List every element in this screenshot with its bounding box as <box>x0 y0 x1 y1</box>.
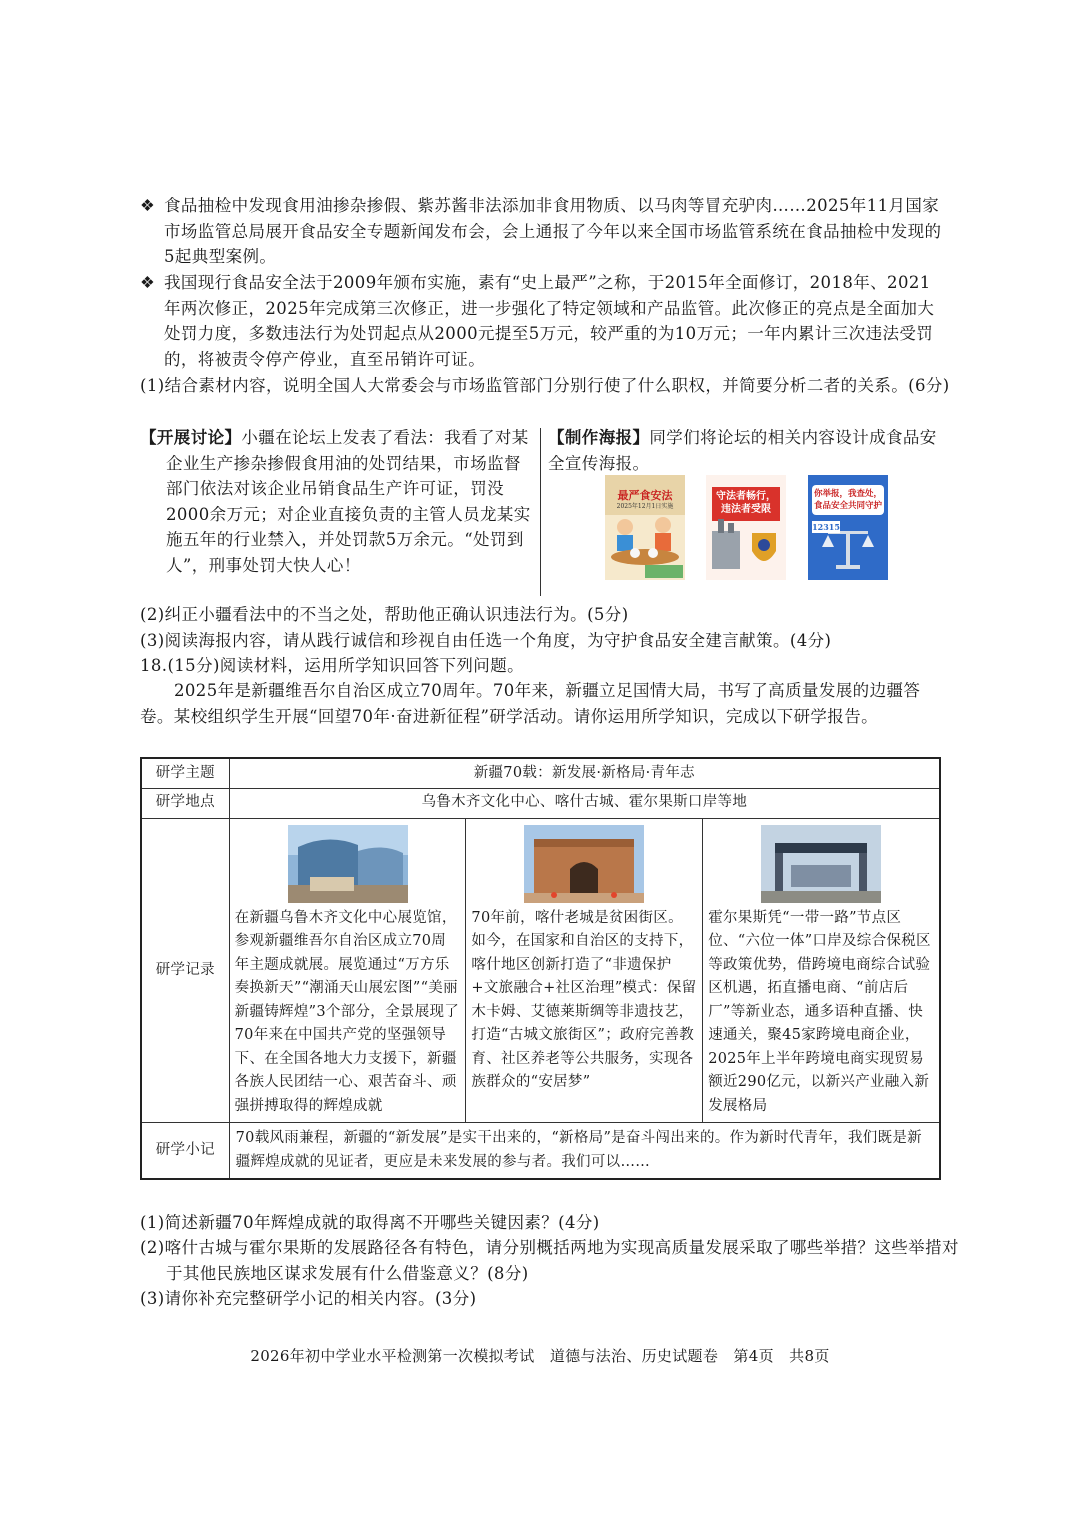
table-row <box>141 818 940 1123</box>
theme-label: 研学主题 <box>141 758 229 788</box>
record-urumqi-text: 在新疆乌鲁木齐文化中心展览馆，参观新疆维吾尔自治区成立70周年主题成就展。展览通过“万方乐奏换新天”“潮涌天山展宏图”“美丽新疆铸辉煌”3个部分，全景展现了70年来在中国共产党的坚强领导下、在全国各地大力支援下，新疆各族人民团结一心、艰苦奋斗、顽强拼搏取得的辉煌成就 <box>234 909 460 1114</box>
discussion-body: 小疆在论坛上发表了看法：我看了对某企业生产掺杂掺假食用油的处罚结果，市场监督部门依法对该企业吊销食品生产许可证，罚没2000余万元；对企业直接负责的主管人员龙某实施五年的行业禁入，并处罚款5万余元。“处罚到人”，刑事处罚大快人心！ <box>166 428 531 575</box>
material-bullet-1 <box>140 193 945 270</box>
research-report-table <box>140 757 941 1180</box>
record-kashgar-text: 70年前，喀什老城是贫困街区。如今，在国家和自治区的支持下，喀什地区创新打造了“非遗保护+文旅融合+社区治理”模式：保留木卡姆、艾德莱斯绸等非遗技艺，打造“古城文旅街区”；政府完善教育、社区养老等公共服务，实现各族群众的“安居梦” <box>471 909 697 1090</box>
discussion-label: 【开展讨论】 <box>140 428 242 447</box>
material-text-2: 我国现行食品安全法于2009年颁布实施，素有“史上最严”之称，于2015年全面修订，2018年、2021年两次修正，2025年完成第三次修正，进一步强化了特定领域和产品监管。此次修正的亮点是全面加大处罚力度，多数违法行为处罚起点从2000元提至5万元，较严重的为10万元；一年内累计三次违法受罚的，将被责令停产停业，直至吊销许可证。 <box>164 273 935 369</box>
table-row <box>141 1123 940 1180</box>
q18-part3: (3)请你补充完整研学小记的相关内容。(3分) <box>140 1289 477 1308</box>
material-text-1: 食品抽检中发现食用油掺杂掺假、紫苏酱非法添加非食用物质、以马肉等冒充驴肉……2025年11月国家市场监管总局展开食品安全专题新闻发布会，会上通报了今年以来全国市场监管系统在食品抽检中发现的5起典型案例。 <box>164 196 942 266</box>
q18-part2: (2)喀什古城与霍尔果斯的发展路径各有特色，请分别概括两地为实现高质量发展采取了哪些举措？这些举措对于其他民族地区谋求发展有什么借鉴意义？(8分) <box>140 1238 959 1283</box>
posters-group <box>605 475 890 580</box>
record-khorgos-text: 霍尔果斯凭“一带一路”节点区位、“六位一体”口岸及综合保税区等政策优势，借跨境电商综合试验区机遇，拓直播电商、“前店后厂”等新业态，通多语种直播、快速通关，聚45家跨境电商企业，2025年上半年跨境电商实现贸易额近290亿元，以新兴产业融入新发展格局 <box>708 909 931 1114</box>
poster-law-abiding <box>706 475 786 580</box>
poster-text: 同学们将论坛的相关内容设计成食品安全宣传海报。 <box>548 428 937 473</box>
place-value: 乌鲁木齐文化中心、喀什古城、霍尔果斯口岸等地 <box>229 788 940 818</box>
record-khorgos <box>703 818 940 1123</box>
discussion-block <box>140 425 535 597</box>
note-text: 70载风雨兼程，新疆的“新发展”是实干出来的，“新格局”是奋斗闯出来的。作为新时代青年，我们既是新疆辉煌成就的见证者，更应是未来发展的参与者。我们可以…… <box>229 1123 940 1180</box>
bullet-mark: ❖ <box>140 273 156 292</box>
q18-part1: (1)简述新疆70年辉煌成就的取得离不开哪些关键因素？(4分) <box>140 1213 600 1232</box>
poster1-title: 最严食安法 <box>617 489 673 502</box>
record-urumqi <box>229 818 466 1123</box>
table-row <box>141 758 940 788</box>
bullet-mark: ❖ <box>140 196 156 215</box>
record-kashgar <box>466 818 703 1123</box>
poster3-title: 你举报，我查处，食品安全共同守护 <box>814 489 883 511</box>
theme-value: 新疆70载：新发展·新格局·青年志 <box>229 758 940 788</box>
poster-food-law <box>605 475 685 580</box>
q18-head: 18.(15分)阅读材料，运用所学知识回答下列问题。 <box>140 656 525 675</box>
table-row <box>141 788 940 818</box>
place-label: 研学地点 <box>141 788 229 818</box>
khorgos-port-photo <box>761 825 881 903</box>
culture-center-photo <box>288 825 408 903</box>
kashgar-gate-photo <box>524 825 644 903</box>
q18-intro: 2025年是新疆维吾尔自治区成立70周年。70年来，新疆立足国情大局，书写了高质量发展的边疆答卷。某校组织学生开展“回望70年·奋进新征程”研学活动。请你运用所学知识，完成以下研学报告。 <box>140 681 921 726</box>
page-footer: 2026年初中学业水平检测第一次模拟考试 道德与法治、历史试题卷 第4页 共8页 <box>250 1347 830 1365</box>
material-bullet-2 <box>140 270 945 372</box>
poster-label: 【制作海报】 <box>548 428 650 447</box>
q17-part2: (2)纠正小疆看法中的不当之处，帮助他正确认识违法行为。(5分) <box>140 605 629 624</box>
record-label: 研学记录 <box>141 818 229 1123</box>
column-divider <box>540 428 541 596</box>
poster-report <box>808 475 888 580</box>
discussion-text <box>140 425 535 578</box>
poster-intro <box>548 425 943 476</box>
q17-part1: (1)结合素材内容，说明全国人大常委会与市场监管部门分别行使了什么职权，并简要分析二者的关系。(6分) <box>140 376 950 395</box>
note-label: 研学小记 <box>141 1123 229 1180</box>
poster1-subtitle: 2025年12月1日实施 <box>616 503 674 510</box>
poster2-title: 守法者畅行，违法者受限 <box>716 491 776 515</box>
poster3-badge: 12315 <box>812 522 840 532</box>
q17-part3: (3)阅读海报内容，请从践行诚信和珍视自由任选一个角度，为守护食品安全建言献策。(4分) <box>140 631 832 650</box>
